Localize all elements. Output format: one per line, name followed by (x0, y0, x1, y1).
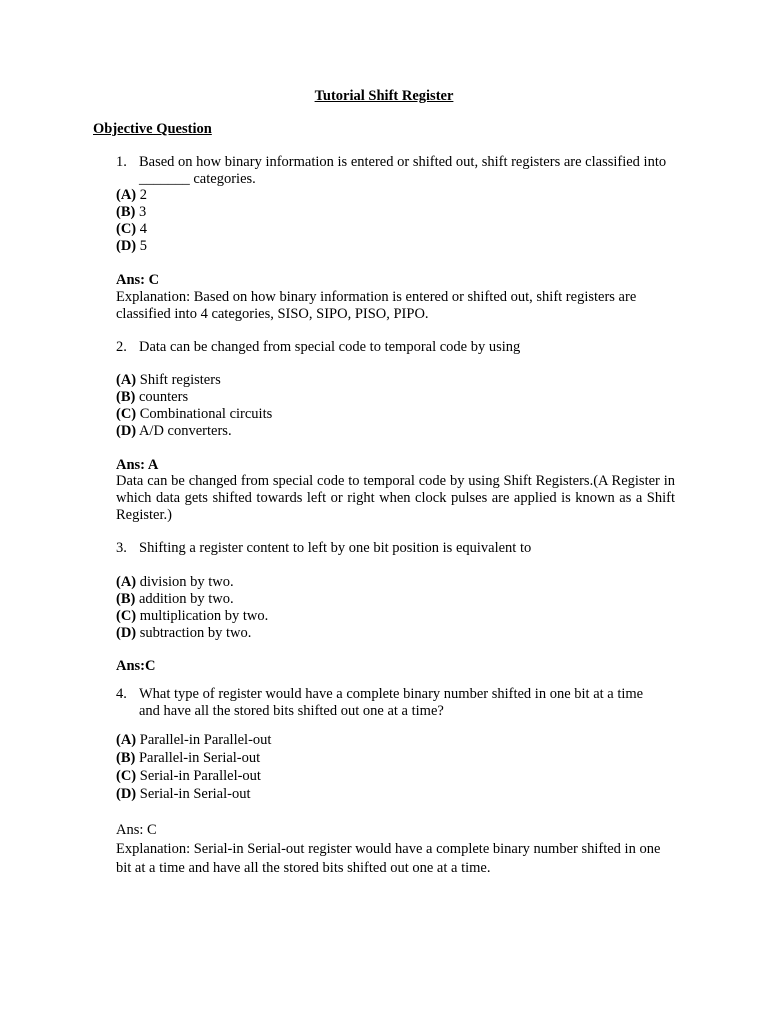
option-c (116, 608, 268, 625)
option-text: 2 (136, 187, 148, 203)
answer: Ans: A (116, 457, 159, 473)
option-label: (C) (116, 406, 137, 422)
option-text: Combinational circuits (136, 406, 273, 422)
question-text: Data can be changed from special code to temporal code by using (139, 339, 521, 355)
option-label: (D) (116, 786, 137, 802)
option-text: Serial-in Serial-out (136, 786, 251, 802)
explanation: Explanation: Based on how binary information is entered or shifted out, shift registers are classified into 4 categories, SISO, SIPO, PISO, PIPO. (116, 289, 637, 322)
option-a (116, 574, 234, 591)
option-text: Parallel-in Serial-out (135, 750, 261, 766)
option-c (116, 768, 261, 785)
question-text: Based on how binary information is entered or shifted out, shift registers are classified into _______ categories. (139, 154, 667, 187)
option-text: counters (135, 389, 189, 405)
answer: Ans: C (116, 272, 160, 288)
option-text: Shift registers (136, 372, 221, 388)
option-text: division by two. (136, 574, 234, 590)
option-a (116, 187, 147, 204)
question-number: 2. (116, 339, 127, 355)
option-b (116, 591, 234, 608)
option-label: (A) (116, 732, 137, 748)
option-d (116, 423, 232, 440)
option-text: 5 (136, 238, 148, 254)
question-text: Shifting a register content to left by one bit position is equivalent to (139, 540, 532, 556)
question-text: What type of register would have a complete binary number shifted in one bit at a time and have all the stored bits shifted out one at a time? (139, 686, 644, 719)
option-label: (A) (116, 187, 137, 203)
option-b (116, 389, 188, 406)
option-label: (B) (116, 204, 136, 220)
page-title: Tutorial Shift Register (314, 88, 454, 104)
option-label: (C) (116, 608, 137, 624)
option-label: (A) (116, 372, 137, 388)
option-d (116, 238, 147, 255)
option-text: multiplication by two. (136, 608, 269, 624)
option-a (116, 372, 221, 389)
option-label: (C) (116, 221, 137, 237)
option-c (116, 406, 272, 423)
answer: Ans: C (116, 822, 157, 838)
option-text: 4 (136, 221, 148, 237)
question-number: 4. (116, 686, 127, 702)
option-label: (D) (116, 423, 137, 439)
option-text: A/D converters. (136, 423, 232, 439)
option-text: subtraction by two. (136, 625, 252, 641)
option-text: addition by two. (135, 591, 234, 607)
option-b (116, 750, 260, 767)
explanation: Explanation: Serial-in Serial-out register would have a complete binary number shifted in one bit at a time and have all the stored bits shifted out one at a time. (116, 841, 661, 876)
explanation: Data can be changed from special code to temporal code by using Shift Registers.(A Register in which data gets shifted towards left or right when clock pulses are applied is known as a Shift Register.) (116, 473, 675, 523)
option-label: (C) (116, 768, 137, 784)
option-label: (B) (116, 389, 136, 405)
option-c (116, 221, 147, 238)
option-d (116, 786, 251, 803)
question-number: 1. (116, 154, 127, 170)
option-d (116, 625, 251, 642)
option-label: (D) (116, 625, 137, 641)
option-text: 3 (135, 204, 147, 220)
option-label: (B) (116, 750, 136, 766)
option-text: Serial-in Parallel-out (136, 768, 261, 784)
option-label: (A) (116, 574, 137, 590)
option-label: (D) (116, 238, 137, 254)
option-label: (B) (116, 591, 136, 607)
option-b (116, 204, 146, 221)
option-a (116, 732, 271, 749)
question-number: 3. (116, 540, 127, 556)
answer: Ans:C (116, 658, 156, 674)
section-heading: Objective Question (93, 121, 212, 137)
option-text: Parallel-in Parallel-out (136, 732, 272, 748)
